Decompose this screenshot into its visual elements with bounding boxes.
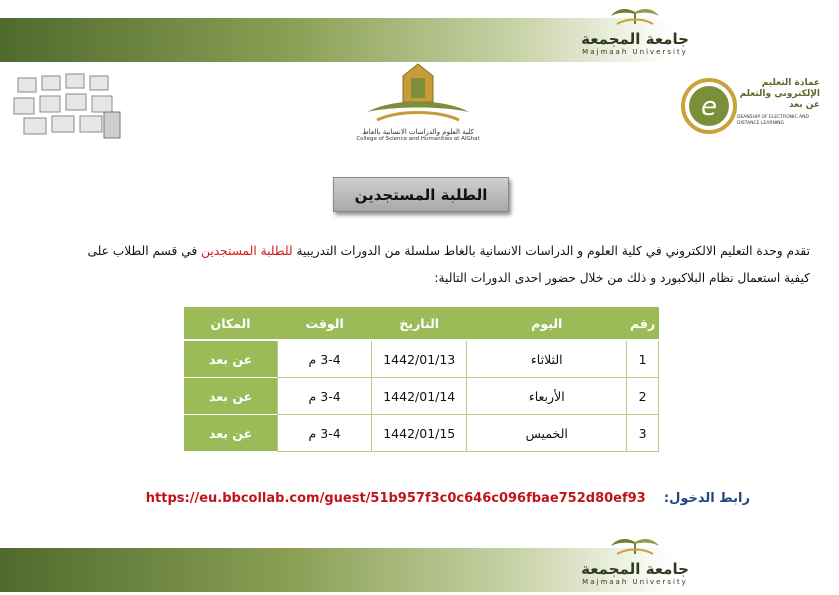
college-logo [343,62,493,150]
access-link-url[interactable]: https://eu.bbcollab.com/guest/51b957f3c0c646c096fbae752d80ef93 [145,491,646,506]
row-place: عن بعد [184,340,278,378]
row-day: الخميس [467,415,627,452]
row-time: 3-4 م [278,415,372,452]
networked-computers-image [10,72,125,140]
deanship-logo [680,75,830,143]
university-name-ar: جامعة المجمعة [581,560,689,578]
college-emblem-icon [363,62,473,124]
table-row [184,340,659,378]
majmaah-university-logo-bottom [565,534,705,590]
row-num: 3 [627,415,659,452]
deanship-name-en: DEANSHIP OF ELECTRONIC AND DISTANCE LEARNING [737,115,809,126]
row-time: 3-4 م [278,340,372,378]
table-header-row [184,307,659,340]
header-place: المكان [184,307,278,340]
top-green-band [0,18,839,62]
palm-emblem-icon [605,4,665,26]
row-num: 2 [627,378,659,415]
schedule-table [183,307,659,452]
row-date: 1442/01/13 [372,340,467,378]
header-date: التاريخ [372,307,467,340]
row-day: الثلاثاء [467,340,627,378]
intro-text-1: تقدم وحدة التعليم الالكتروني في كلية العلوم و الدراسات الانسانية بالغاط سلسلة من الدورات التدريبية [292,244,810,258]
college-name-ar: كلية العلوم والدراسات الانسانية بالغاط [362,128,474,136]
intro-text-2: في قسم الطلاب على كيفية استعمال نظام البلاكبورد و ذلك من خلال حضور احدى الدورات التالية: [87,244,810,285]
university-name-en: Majmaah University [582,578,688,586]
svg-text:e: e [701,92,717,122]
row-date: 1442/01/15 [372,415,467,452]
e-learning-icon [680,75,738,137]
row-place: عن بعد [184,415,278,452]
access-link-row [110,491,750,506]
row-num: 1 [627,340,659,378]
header-time: الوقت [278,307,372,340]
majmaah-university-logo-top [565,4,705,60]
access-link-label: رابط الدخول: [663,491,750,506]
university-name-ar: جامعة المجمعة [581,30,689,48]
row-day: الأربعاء [467,378,627,415]
page-title: الطلبة المستجدين [333,177,509,212]
row-place: عن بعد [184,378,278,415]
header-day: اليوم [467,307,627,340]
intro-paragraph [80,238,810,292]
deanship-name-ar: عمادة التعليم الإلكتروني والتعلم عن بعد [739,78,820,110]
header-num: رقم [627,307,659,340]
bottom-green-band [0,548,839,592]
row-time: 3-4 م [278,378,372,415]
table-row [184,415,659,452]
intro-highlight: للطلبة المستجدين [201,244,293,258]
university-name-en: Majmaah University [582,48,688,56]
palm-emblem-icon [605,534,665,556]
table-row [184,378,659,415]
college-name-en: College of Science and Humanities at AlGhat [356,136,480,142]
row-date: 1442/01/14 [372,378,467,415]
